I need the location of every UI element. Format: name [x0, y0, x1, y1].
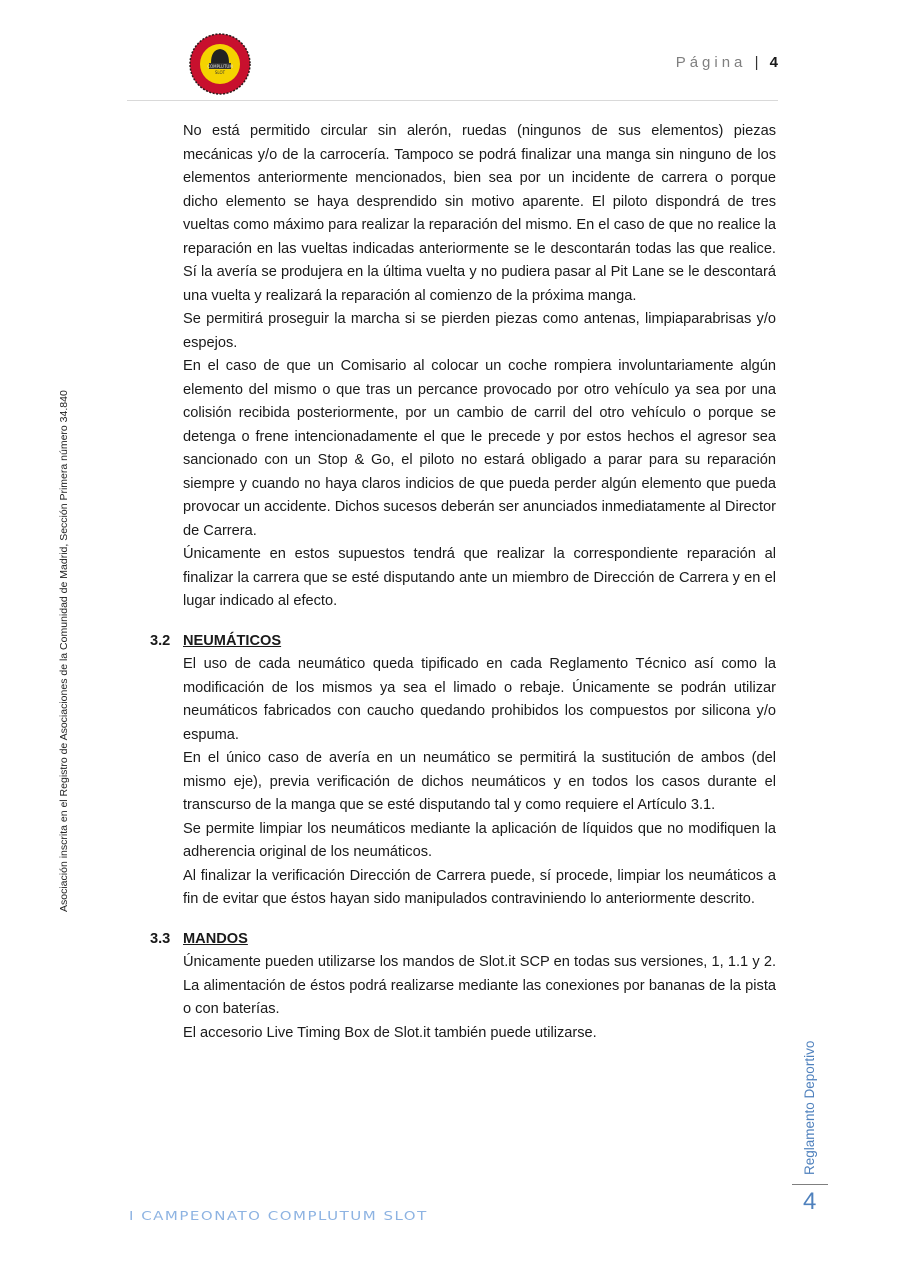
footer-championship-title: I CAMPEONATO COMPLUTUM SLOT [129, 1208, 428, 1224]
document-body [150, 120, 776, 1045]
paragraph: El uso de cada neumático queda tipificado en cada Reglamento Técnico así como la modificación de los mismos ya sea el limado o rebaje. Únicamente se podrán utilizar neumáticos fabricados con caucho quedando prohibidos los compuestos por silicona y/o espuma. [183, 656, 776, 743]
section-neumaticos [150, 630, 776, 912]
page-number: 4 [769, 54, 778, 71]
paragraph: En el único caso de avería en un neumático se permitirá la sustitución de ambos (del mismo eje), previa verificación de dichos neumáticos y en todos los casos durante el transcurso de la manga que se esté disputando tal y como requiere el Artículo 3.1. [183, 750, 776, 813]
sidebar-page-number: 4 [803, 1188, 817, 1215]
svg-text:COMPLUTUM: COMPLUTUM [207, 64, 233, 69]
page-label: Página [675, 54, 747, 71]
paragraph: No está permitido circular sin alerón, ruedas (ningunos de sus elementos) piezas mecánicas y/o de la carrocería. Tampoco se podrá finalizar una manga sin ninguno de los elementos anteriormente mencionados, bien sea por un incidente de carrera o porque dicho elemento se haya desprendido sin motivo aparente. El piloto dispondrá de tres vueltas como máximo para realizar la reparación del mismo. En el caso de que no realice la reparación en las vueltas indicadas anteriormente se le descontarán todas las que realice. Sí la avería se produjera en la última vuelta y no pudiera pasar al Pit Lane se le descontará una vuelta y realizará la reparación al comienzo de la próxima manga. [183, 123, 776, 304]
paragraph: Únicamente pueden utilizarse los mandos de Slot.it SCP en todas sus versiones, 1, 1.1 y 2. La alimentación de éstos podrá realizarse mediante las conexiones por bananas de la pista o con baterías. [183, 954, 776, 1017]
logo-emblem-icon [189, 33, 251, 95]
paragraph: Únicamente en estos supuestos tendrá que realizar la correspondiente reparación al finalizar la carrera que se esté disputando ante un miembro de Dirección de Carrera y en el lugar indicado al efecto. [183, 546, 776, 609]
section-number: 3.2 [150, 632, 171, 649]
paragraph: Al finalizar la verificación Dirección de Carrera puede, sí procede, limpiar los neumáticos a fin de evitar que éstos hayan sido manipulados contraviniendo lo anteriormente descrito. [183, 867, 776, 907]
section-mandos [150, 928, 776, 1046]
paragraph: El accesorio Live Timing Box de Slot.it también puede utilizarse. [183, 1024, 597, 1041]
svg-text:SLOT: SLOT [214, 70, 226, 75]
section-heading [150, 630, 776, 654]
section-title: MANDOS [183, 930, 248, 947]
section-title: NEUMÁTICOS [183, 632, 282, 649]
page-separator: | [754, 54, 759, 71]
section-number: 3.3 [150, 930, 171, 947]
paragraph: Se permite limpiar los neumáticos mediante la aplicación de líquidos que no modifiquen la adherencia original de los neumáticos. [183, 820, 776, 860]
sidebar-divider [792, 1184, 828, 1185]
club-logo [189, 33, 251, 95]
paragraph: Se permitirá proseguir la marcha si se pierden piezas como antenas, limpiaparabrisas y/o espejos. [183, 311, 776, 351]
association-registration-note: Asociación inscrita en el Registro de Asociaciones de la Comunidad de Madrid, Sección Primera número 34.840 [58, 390, 70, 912]
paragraph: En el caso de que un Comisario al colocar un coche rompiera involuntariamente algún elemento del mismo o que tras un percance provocado por otro vehículo ya sea por una colisión recibida posteriormente, por un cambio de carril del otro vehículo o porque se detenga o frene intencionadamente el que le precede y por estos hechos el agresor sea sancionado con un Stop & Go, el piloto no estará obligado a parar para su reparación siempre y cuando no haya claros indicios de que pueda perder algún elemento que pueda provocar un accidente. Dichos sucesos deberán ser anunciados inmediatamente al Director de Carrera. [183, 358, 776, 539]
document-title-vertical: Reglamento Deportivo [802, 1040, 817, 1175]
header-divider [127, 100, 778, 101]
page-header [676, 54, 778, 71]
section-heading [150, 928, 776, 952]
